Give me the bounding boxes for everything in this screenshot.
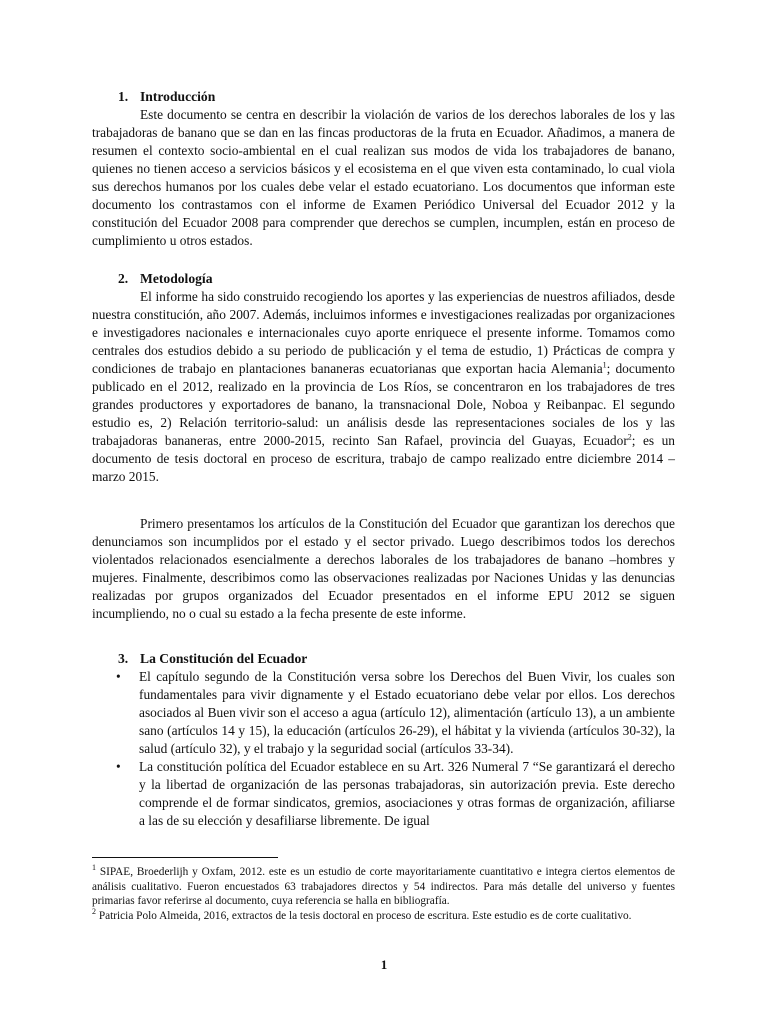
section-heading: 1. Introducción	[118, 89, 216, 104]
footnote-ref-1[interactable]: 1	[602, 360, 607, 370]
list-item: • La constitución política del Ecuador establece en su Art. 326 Numeral 7 “Se garantizará el derecho y la libertad de organización de las personas trabajadoras, sin autorización previa. Este derecho comprende el de formar sindicatos, gremios, asociaciones y otras formas de organización, afiliarse a las de su elección y desafiliarse libremente. De igual	[116, 759, 675, 828]
intro-paragraph: Este documento se centra en describir la violación de varios de los derechos laborales de los y las trabajadoras de banano que se dan en las fincas productoras de la fruta en Ecuador. Añadimos, a manera de resumen el contexto socio-ambiental en el cual realizan sus modos de vida los trabajadores de banano, quienes no tienen acceso a servicios básicos y el ecosistema en el que viven esta contaminado, lo cual viola sus derechos humanos por los cuales debe velar el estado ecuatoriano. Los documentos que informan este documento los contrastamos con el informe de Examen Periódico Universal del Ecuador 2012 y la constitución del Ecuador 2008 para comprender que derechos se cumplen, incumplen, están en proceso de cumplimiento u otros estados.	[92, 107, 675, 248]
methodology-paragraph-2-block	[92, 515, 675, 623]
bullet-icon: •	[116, 669, 121, 684]
footnote-1: $^1$ SIPAE, Broederlijh y Oxfam, 2012. este es un estudio de corte mayoritariamente cuantitativo e integra ciertos elementos de análisis cualitativo. Fueron encuestados 63 trabajadores directos y 54 indirectos. Para más detalle del universo y fuentes primarias favor referirse al documento, cuya referencia se halla en bibliografía.	[92, 863, 675, 907]
section-metodologia	[92, 270, 675, 486]
methodology-paragraph-2: Primero presentamos los artículos de la Constitución del Ecuador que garantizan los derechos que denunciamos son incumplidos por el estado y el sector privado. Luego describimos todos los derechos violentados relacionados esencialmente a derechos laborales de los trabajadores de banano –hombres y mujeres. Finalmente, describimos como las observaciones realizadas por Naciones Unidas y las denuncias realizadas por grupos organizados del Ecuador presentados en el informe EPU 2012 se siguen incumpliendo, no o cual su estado a la fecha presente de este informe.	[92, 516, 675, 621]
footnote-2: $^2$ Patricia Polo Almeida, 2016, extractos de la tesis doctoral en proceso de escritura. Este estudio es de corte cualitativo.	[92, 906, 632, 922]
constitution-bullet-list	[92, 668, 675, 830]
footnote-divider	[92, 857, 278, 858]
section-introduccion	[92, 88, 675, 250]
footnote-ref-2[interactable]: 2	[627, 432, 632, 442]
page-number: 1	[380, 957, 388, 972]
list-item: • El capítulo segundo de la Constitución versa sobre los Derechos del Buen Vivir, los cuales son fundamentales para vivir dignamente y el Estado ecuatoriano debe velar por ellos. Los derechos asociados al Buen vivir son el acceso a agua (artículo 12), alimentación (artículo 13), a un ambiente sano (artículos 14 y 15), la educación (artículos 26-29), el hábitat y la vivienda (artículos 30-32), la salud (artículo 32), y el trabajo y la seguridad social (artículos 33-34).	[116, 669, 675, 756]
section-heading: 2. Metodología	[118, 271, 213, 286]
section-heading: 3. La Constitución del Ecuador	[118, 651, 308, 666]
methodology-paragraph-1: El informe ha sido construido recogiendo los aportes y las experiencias de nuestros afiliados, desde nuestra constitución, año 2007. Además, incluimos informes e investigaciones realizadas por organizaciones e investigadores nacionales e internacionales cuyo aporte enriquece el presente informe. Tomamos como centrales dos estudios debido a su periodo de publicación y el tema de estudio, 1) Prácticas de compra y condiciones de trabajo en plantaciones bananeras ecuatorianas que exportan hacia Alemania$^1$; documento publicado en el 2012, realizado en la provincia de Los Ríos, se concentraron en los trabajadores de tres grandes productores y exportadores de banano, la transnacional Dole, Noboa y Reibanpac. El segundo estudio es, 2) Relación territorio-salud: un análisis desde las representaciones sociales de los y las trabajadoras bananeras, entre 2000-2015, recinto San Rafael, provincia del Guayas, Ecuador$^2$; es un documento de tesis doctoral en proceso de escritura, trabajo de campo realizado entre diciembre 2014 – marzo 2015.	[92, 289, 675, 484]
footnotes	[92, 865, 675, 923]
section-constitucion	[92, 650, 675, 830]
bullet-icon: •	[116, 759, 121, 774]
